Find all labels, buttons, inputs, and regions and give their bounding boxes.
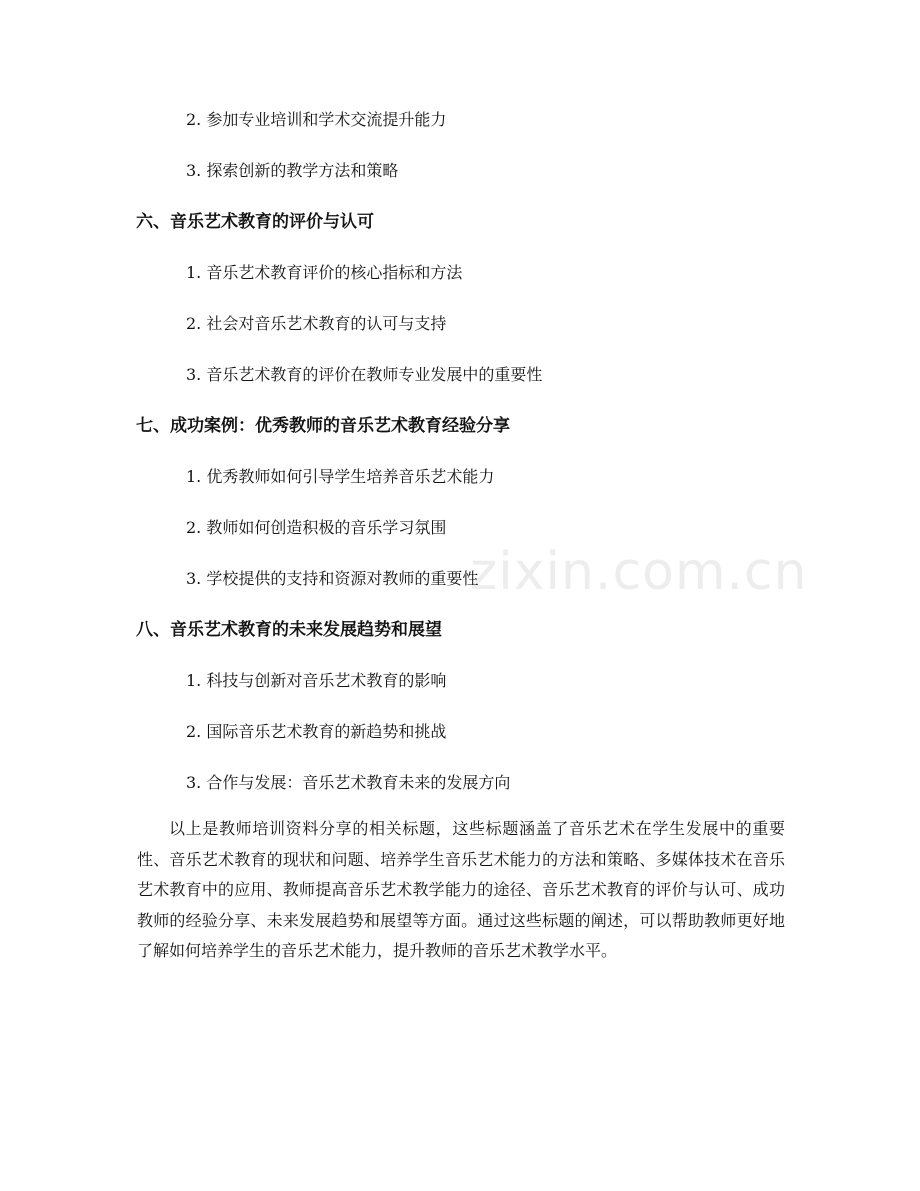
list-item: 2. 社会对音乐艺术教育的认可与支持 <box>186 314 447 333</box>
section-heading: 六、音乐艺术教育的评价与认可 <box>136 212 374 232</box>
watermark: zixin.com.cn <box>470 542 808 602</box>
list-item: 2. 参加专业培训和学术交流提升能力 <box>186 110 447 129</box>
list-item: 3. 学校提供的支持和资源对教师的重要性 <box>186 569 479 588</box>
list-item: 2. 教师如何创造积极的音乐学习氛围 <box>186 518 447 537</box>
list-item: 3. 探索创新的教学方法和策略 <box>186 161 399 180</box>
list-item: 2. 国际音乐艺术教育的新趋势和挑战 <box>186 722 447 741</box>
list-item: 1. 科技与创新对音乐艺术教育的影响 <box>186 671 447 690</box>
list-item: 1. 音乐艺术教育评价的核心指标和方法 <box>186 263 463 282</box>
section-heading: 七、成功案例：优秀教师的音乐艺术教育经验分享 <box>136 416 510 436</box>
list-item: 1. 优秀教师如何引导学生培养音乐艺术能力 <box>186 467 495 486</box>
section-heading: 八、音乐艺术教育的未来发展趋势和展望 <box>136 620 442 640</box>
list-item: 3. 合作与发展：音乐艺术教育未来的发展方向 <box>186 773 511 792</box>
list-item: 3. 音乐艺术教育的评价在教师专业发展中的重要性 <box>186 365 543 384</box>
summary-paragraph: 以上是教师培训资料分享的相关标题，这些标题涵盖了音乐艺术在学生发展中的重要性、音乐艺术教育的现状和问题、培养学生音乐艺术能力的方法和策略、多媒体技术在音乐艺术教育中的应用、教师提高音乐艺术教学能力的途径、音乐艺术教育的评价与认可、成功教师的经验分享、未来发展趋势和展望等方面。通过这些标题的阐述，可以帮助教师更好地了解如何培养学生的音乐艺术能力，提升教师的音乐艺术教学水平。 <box>137 819 785 960</box>
